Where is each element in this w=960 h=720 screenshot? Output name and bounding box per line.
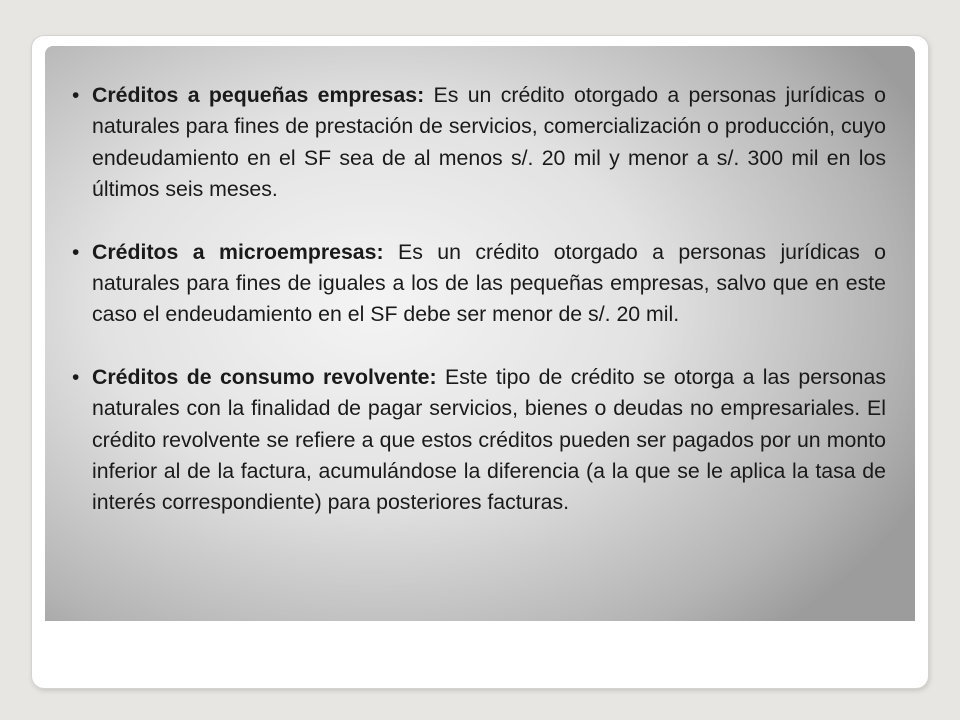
- bullet-list: [72, 80, 886, 519]
- bullet-text: Este tipo de crédito se otorga a las personas naturales con la finalidad de pagar servicios, bienes o deudas no empresariales. El crédito revolvente se refiere a que estos créditos pueden ser pagados por un monto inferior al de la factura, acumulándose la diferencia (a la que se le aplica la tasa de interés correspondiente) para posteriores facturas.: [92, 365, 887, 515]
- bullet-term: Créditos de consumo revolvente:: [92, 365, 437, 390]
- bullet-dot-icon: •: [72, 240, 80, 264]
- bullet-dot-icon: •: [72, 366, 80, 390]
- bullet-text: Es un crédito otorgado a personas jurídicas o naturales para fines de prestación de servicios, comercialización o producción, cuyo endeudamiento en el SF sea de al menos s/. 20 mil y menor a s/. 300 mil en los últimos seis meses.: [92, 83, 886, 201]
- bullet-item-microempresas: [72, 237, 886, 331]
- bullet-item-pequenas-empresas: [72, 80, 886, 205]
- bullet-term: Créditos a microempresas:: [92, 239, 384, 264]
- bullet-term: Créditos a pequeñas empresas:: [92, 83, 425, 107]
- bullet-text: Es un crédito otorgado a personas jurídicas o naturales para fines de iguales a los de las pequeñas empresas, salvo que en este caso el endeudamiento en el SF debe ser menor de s/. 20 mil.: [92, 239, 886, 327]
- bullet-item-consumo-revolvente: [72, 362, 886, 518]
- bullet-dot-icon: •: [72, 84, 80, 107]
